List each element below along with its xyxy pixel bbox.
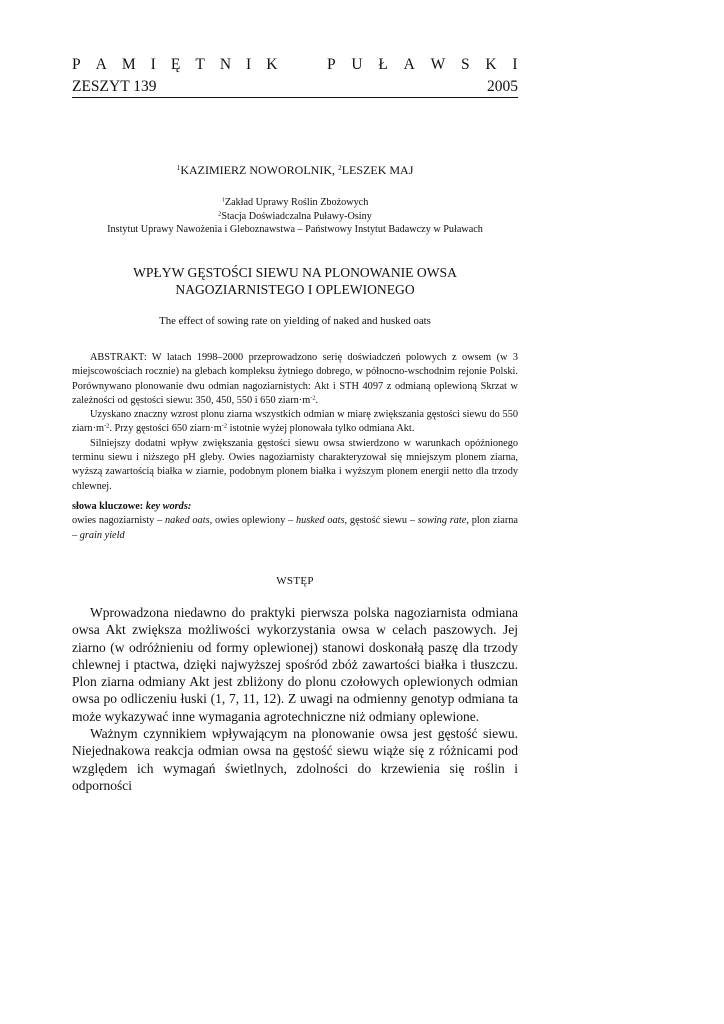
affiliation-2: $^2$Stacja Doświadczalna Puławy-Osiny bbox=[218, 210, 372, 222]
header-rule bbox=[72, 97, 518, 98]
author-1: KAZIMIERZ NOWOROLNIK, bbox=[180, 163, 338, 177]
paper-title: WPŁYW GĘSTOŚCI SIEWU NA PLONOWANIE OWSA NAGOZIARNISTEGO I OPLEWIONEGO bbox=[133, 265, 457, 297]
abstract-paragraph: Uzyskano znaczny wzrost plonu ziarna wszystkich odmian w miarę zwiększania gęstości siewu do 550 $ziarn\cdot m^{-2}$. Przy gęstości 650 $ziarn\cdot m^{-2}$ istotnie wyżej plonowała tylko odmiana Akt. bbox=[72, 409, 518, 435]
section-heading: WSTĘP bbox=[276, 575, 314, 587]
abstract bbox=[72, 351, 518, 494]
journal-name-word2: P U Ł A W S K I bbox=[327, 56, 518, 73]
issue-number: ZESZYT 139 bbox=[72, 78, 157, 95]
body-paragraph: Ważnym czynnikiem wpływającym na plonowanie owsa jest gęstość siewu. Niejednakowa reakcja odmian owsa na gęstość siewu wiąże się z różnicami pod względem ich wymagań świetlnych, zdolności do krzewienia się roślin i odporności bbox=[72, 726, 518, 793]
authors: $^1$KAZIMIERZ NOWOROLNIK, $^2$LESZEK MAJ bbox=[176, 162, 414, 177]
keywords-list: owies nagoziarnisty – naked oats, owies oplewiony – husked oats, gęstość siewu – sowing rate, plon ziarna – grain yield bbox=[72, 515, 518, 541]
abstract-paragraph: ABSTRAKT: W latach 1998–2000 przeprowadzono serię doświadczeń polowych z owsem (w 3 miejscowościach rocznie) na glebach kompleksu żytniego dobrego, w północno-wschodnim rejonie Polski. Porównywano plonowanie dwu odmian nagoziarnistych: Akt i STH 4097 z odmianą oplewioną Skrzat w zależności od gęstości siewu: 350, 450, 550 i 650 $ziarn\cdot m^{-2}$. bbox=[72, 352, 518, 406]
body-paragraph: Wprowadzona niedawno do praktyki pierwsza polska nagoziarnista odmiana owsa Akt zwiększa możliwości wykorzystania owsa w celach paszowych. Jej ziarno (w odróżnieniu od formy oplewionej) stanowi doskonałą paszę dla trzody chlewnej i ptactwa, dzięki najwyższej spośród zbóż zawartości białka i tłuszczu. Plon ziarna odmiany Akt jest zbliżony do plonu czołowych oplewionych odmian owsa po odliczeniu łuski (1, 7, 11, 12). Z uwagi na odmienny genotyp odmiana ta może wykazywać inne wymagania agrotechniczne niż odmiany oplewione. bbox=[72, 605, 518, 724]
english-title: The effect of sowing rate on yielding of naked and husked oats bbox=[159, 315, 431, 327]
abstract-paragraph: Silniejszy dodatni wpływ zwiększania gęstości siewu owsa stwierdzono w warunkach opóźnionego terminu siewu i niższego pH gleby. Owies nagoziarnisty charakteryzował się mniejszym plonem ziarna, wyższą zawartością białka w ziarnie, podobnym plonem białka i wyższym plonem energii netto dla trzody chlewnej. bbox=[72, 437, 518, 492]
journal-name-word1: P A M I Ę T N I K bbox=[72, 56, 278, 73]
keywords-heading: słowa kluczowe: key words: bbox=[72, 501, 192, 512]
author-2: LESZEK MAJ bbox=[341, 163, 414, 177]
affiliation-1: $^1$Zakład Uprawy Roślin Zbożowych bbox=[221, 196, 369, 208]
body-text bbox=[72, 604, 518, 794]
journal-name bbox=[72, 56, 518, 74]
institute: Instytut Uprawy Nawożenia i Gleboznawstwa – Państwowy Instytut Badawczy w Puławach bbox=[107, 224, 483, 236]
affiliations bbox=[72, 196, 518, 237]
issue-year: 2005 bbox=[487, 78, 518, 95]
keywords bbox=[72, 500, 518, 543]
issue-row bbox=[72, 78, 518, 96]
